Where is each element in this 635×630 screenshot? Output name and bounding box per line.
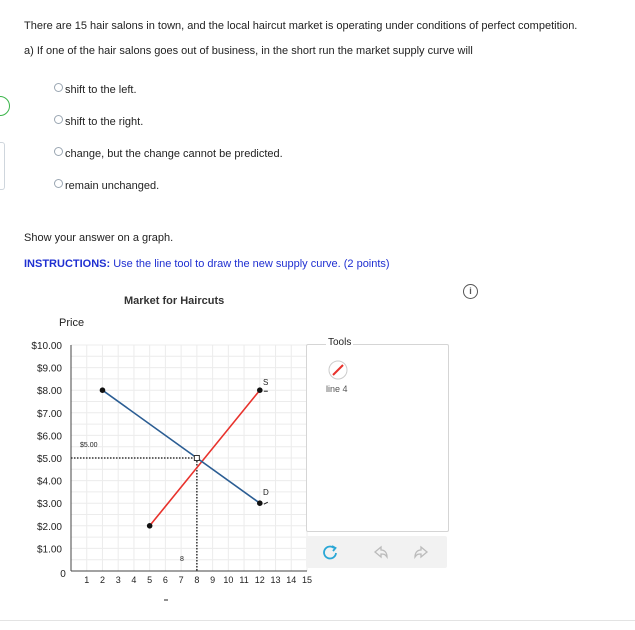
demand-line-point	[100, 387, 106, 393]
y-tick-label: $6.00	[36, 431, 62, 443]
supply-label: S	[263, 378, 269, 387]
x-tick-labels	[84, 575, 312, 585]
option-shift-right[interactable]	[54, 116, 143, 128]
option-unpredictable[interactable]	[54, 148, 283, 160]
x-tick-label: 12	[254, 575, 265, 585]
info-icon[interactable]: i	[463, 284, 478, 299]
y-tick-labels	[31, 341, 62, 555]
x-tick-label: 5	[147, 575, 153, 585]
graph-prompt: Show your answer on a graph.	[24, 232, 174, 244]
x-tick-label: 6	[162, 575, 168, 585]
supply-line-point	[257, 387, 263, 393]
tool-name: line 4	[326, 384, 348, 394]
radio-button[interactable]	[54, 179, 63, 188]
x-tick-label: 13	[270, 575, 281, 585]
x-tick-label: 8	[194, 575, 200, 585]
line-tool-icon[interactable]	[328, 360, 348, 380]
tools-label: Tools	[328, 337, 352, 348]
radio-button[interactable]	[54, 83, 63, 92]
y-tick-label: $4.00	[36, 476, 62, 488]
demand-label: D	[263, 488, 269, 497]
chart-title: Market for Haircuts	[124, 295, 225, 307]
x-tick-label: 10	[223, 575, 234, 585]
footer-divider	[0, 620, 635, 621]
side-tab[interactable]	[0, 142, 5, 190]
redo-icon[interactable]	[412, 544, 430, 560]
y-tick-label: $7.00	[36, 408, 62, 420]
y-tick-label: $1.00	[36, 544, 62, 556]
x-tick-label: 14	[286, 575, 297, 585]
instructions-text: Use the line tool to draw the new supply curve. (2 points)	[110, 258, 390, 270]
x-tick-label: 15	[301, 575, 313, 585]
option-label: remain unchanged.	[65, 180, 160, 192]
equilibrium-point	[194, 456, 199, 461]
demand-line-point	[257, 500, 263, 506]
y-tick-label: $8.00	[36, 386, 62, 398]
option-label: shift to the left.	[65, 84, 137, 96]
chart-canvas[interactable]	[0, 330, 313, 610]
y-axis-title: Price	[59, 317, 85, 329]
origin-label: 0	[60, 569, 66, 580]
option-unchanged[interactable]	[54, 180, 159, 192]
instructions	[24, 258, 390, 270]
x-tick-label: 7	[178, 575, 184, 585]
y-tick-label: $10.00	[31, 341, 62, 352]
option-label: shift to the right.	[65, 116, 144, 128]
supply-line-point	[147, 523, 153, 529]
x-tick-label: 4	[131, 575, 137, 585]
x-tick-label: 2	[99, 575, 105, 585]
undo-icon[interactable]	[372, 544, 390, 560]
question-part-a: a) If one of the hair salons goes out of business, in the short run the market supply curve will	[24, 45, 473, 57]
option-label: change, but the change cannot be predicted.	[65, 148, 283, 160]
y-tick-label: $9.00	[36, 363, 62, 375]
equilibrium-price-label: $5.00	[80, 442, 98, 449]
y-tick-label: $3.00	[36, 499, 62, 511]
option-shift-left[interactable]	[54, 84, 137, 96]
y-tick-label: $2.00	[36, 521, 62, 533]
y-tick-label: $5.00	[36, 454, 62, 465]
radio-button[interactable]	[54, 147, 63, 156]
x-tick-label: 11	[239, 575, 249, 585]
radio-button[interactable]	[54, 115, 63, 124]
reset-icon[interactable]	[322, 544, 338, 560]
instructions-label: INSTRUCTIONS:	[24, 258, 111, 270]
x-tick-label: 3	[115, 575, 121, 585]
side-status-icon	[0, 96, 10, 116]
x-tick-label: 1	[84, 575, 90, 585]
x-tick-label: 9	[210, 575, 216, 585]
equilibrium-quantity-label: 8	[180, 556, 184, 563]
question-intro: There are 15 hair salons in town, and the local haircut market is operating under conditions of perfect competition.	[24, 20, 578, 32]
